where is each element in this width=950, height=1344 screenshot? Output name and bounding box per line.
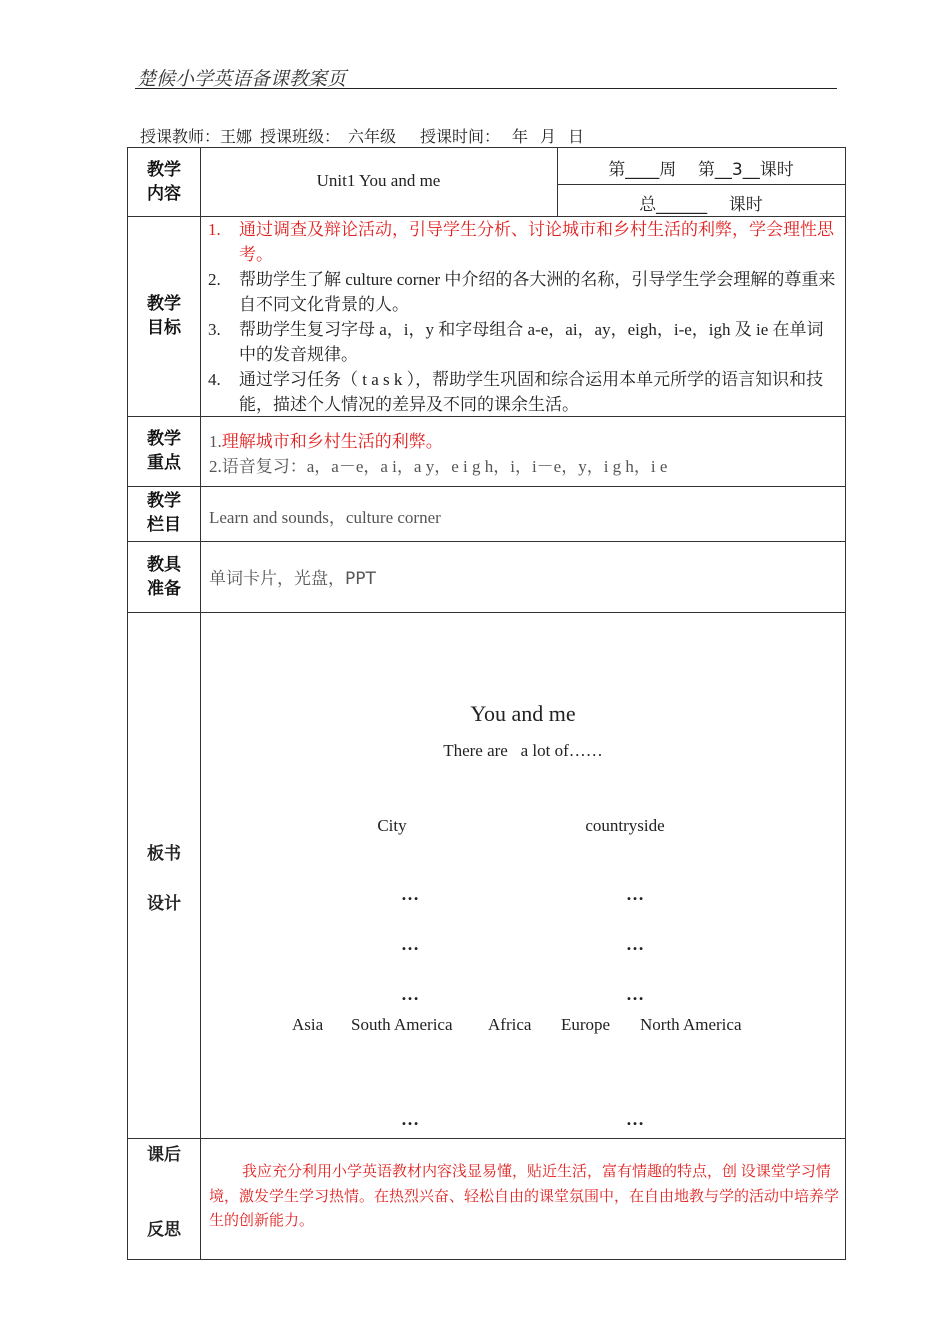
label-key-points bbox=[128, 427, 200, 475]
board-ellipsis: … bbox=[626, 984, 644, 1004]
board-ellipsis: … bbox=[626, 1109, 644, 1129]
label-teaching-objectives bbox=[128, 292, 200, 340]
objective-number: 4. bbox=[208, 370, 221, 389]
continent-asia: Asia bbox=[292, 1015, 324, 1034]
teaching-materials-text: 单词卡片，光盘，PPT bbox=[209, 569, 376, 589]
board-ellipsis: … bbox=[626, 934, 644, 954]
board-ellipsis: … bbox=[401, 984, 419, 1004]
board-subtitle: There are a lot of…… bbox=[443, 741, 603, 760]
key-point-text: 理解城市和乡村生活的利弊。 bbox=[221, 432, 443, 451]
board-ellipsis: … bbox=[626, 884, 644, 904]
continent-africa: Africa bbox=[488, 1015, 532, 1034]
label-teaching-materials bbox=[128, 553, 200, 601]
label-line: 内容 bbox=[147, 184, 181, 204]
objective-item bbox=[208, 367, 840, 417]
board-title: You and me bbox=[470, 701, 576, 726]
label-teaching-content bbox=[128, 158, 200, 206]
board-column-city: City bbox=[377, 816, 407, 835]
objective-number: 2. bbox=[208, 270, 221, 289]
objective-item bbox=[208, 217, 840, 267]
header-divider bbox=[135, 88, 837, 89]
objective-number: 1. bbox=[208, 220, 221, 239]
continent-north-america: North America bbox=[640, 1015, 742, 1034]
unit-title: Unit1 You and me bbox=[316, 171, 441, 190]
label-line: 教学 bbox=[147, 160, 181, 180]
label-reflection-1: 课后 bbox=[147, 1145, 181, 1165]
week-period: 第____周 第__3__课时 bbox=[608, 160, 794, 180]
label-board-design-1: 板书 bbox=[147, 844, 181, 864]
lesson-info-line: 授课教师：王娜 授课班级： 六年级 授课时间： 年 月 日 bbox=[140, 129, 585, 146]
objective-text: 通过学习任务（ t a s k ），帮助学生巩固和综合运用本单元所学的语言知识和技能，描述个人情况的差异及不同的课余生活。 bbox=[239, 370, 824, 414]
objective-text: 通过调查及辩论活动，引导学生分析、讨论城市和乡村生活的利弊，学会理性思考。 bbox=[239, 220, 834, 264]
label-line: 教学 bbox=[147, 294, 181, 314]
key-point-number: 1. bbox=[209, 432, 222, 451]
objective-number: 3. bbox=[208, 320, 221, 339]
label-line: 目标 bbox=[147, 318, 181, 338]
objective-item bbox=[208, 317, 840, 367]
continent-south-america: South America bbox=[351, 1015, 453, 1034]
key-point-2: 2.语音复习：a，a－e，a i，a y，e i g h，i，i－e，y，i g h，i e bbox=[209, 457, 668, 476]
label-reflection-2: 反思 bbox=[147, 1220, 181, 1240]
label-line: 教具 bbox=[147, 555, 181, 575]
label-line: 栏目 bbox=[147, 515, 181, 535]
objective-text: 帮助学生复习字母 a，i，y 和字母组合 a-e，ai，ay，eigh，i-e，igh 及 ie 在单词中的发音规律。 bbox=[239, 320, 824, 364]
total-periods: 总______ 课时 bbox=[639, 195, 763, 215]
reflection-text: 我应充分利用小学英语教材内容浅显易懂，贴近生活，富有情趣的特点，创 设课堂学习情境，激发学生学习热情。在热烈兴奋、轻松自由的课堂氛围中，在自由地教与学的活动中培养学生的创新能力。 bbox=[209, 1164, 840, 1229]
board-ellipsis: … bbox=[401, 934, 419, 954]
board-ellipsis: … bbox=[401, 1109, 419, 1129]
board-column-countryside: countryside bbox=[585, 816, 665, 835]
objective-item bbox=[208, 267, 840, 317]
label-line: 重点 bbox=[147, 453, 181, 473]
board-ellipsis: … bbox=[401, 884, 419, 904]
label-line: 教学 bbox=[147, 429, 181, 449]
objective-text: 帮助学生了解 culture corner 中介绍的各大洲的名称，引导学生学会理解的尊重来自不同文化背景的人。 bbox=[239, 270, 836, 314]
label-line: 教学 bbox=[147, 491, 181, 511]
lesson-section-text: Learn and sounds，culture corner bbox=[209, 508, 441, 527]
page-header-title: 楚候小学英语备课教案页 bbox=[137, 69, 347, 90]
label-board-design-2: 设计 bbox=[147, 894, 181, 914]
label-line: 准备 bbox=[147, 579, 181, 599]
key-point-1 bbox=[209, 427, 443, 452]
label-lesson-section bbox=[128, 489, 200, 537]
continent-europe: Europe bbox=[561, 1015, 611, 1034]
